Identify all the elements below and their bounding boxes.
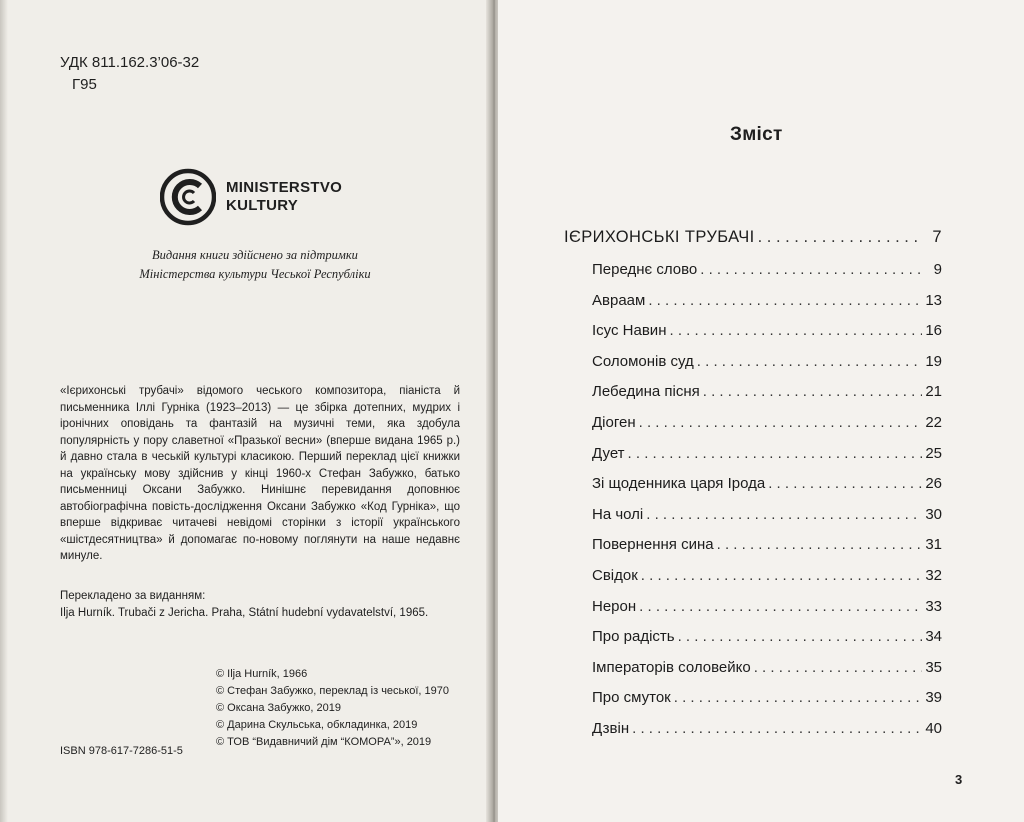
toc-entry-label: Про смуток (592, 689, 671, 707)
toc-entry-page: 21 (925, 383, 942, 401)
toc-entry (566, 628, 942, 659)
copyright-line: © Дарина Скульська, обкладинка, 2019 (216, 719, 418, 731)
toc-entry-page: 13 (925, 291, 942, 309)
toc-leader-dots (646, 506, 922, 523)
toc-entry (566, 383, 942, 414)
toc-entry-label: Діоген (592, 413, 636, 431)
toc-entry-label: Повернення сина (592, 536, 714, 554)
toc-entry-page: 35 (925, 658, 942, 676)
toc-entry (566, 292, 942, 323)
toc-leader-dots (703, 383, 923, 400)
isbn: ISBN 978-617-7286-51-5 (60, 745, 183, 757)
page-number: 3 (955, 772, 963, 787)
toc-leader-dots (641, 567, 923, 584)
toc-entry (566, 536, 942, 567)
toc-entry-page: 22 (925, 413, 942, 431)
toc-entry-label: Соломонів суд (592, 352, 694, 370)
toc-leader-dots (669, 322, 922, 339)
ministry-logo-text: MINISTERSTVO KULTURY (226, 179, 343, 214)
toc-entry-page: 34 (925, 628, 942, 646)
toc-leader-dots (758, 228, 923, 247)
toc-entry (566, 567, 942, 598)
toc-entry-label: Переднє слово (592, 261, 698, 278)
toc-entry-page: 31 (925, 536, 942, 554)
toc-entry-label: Дует (592, 444, 625, 462)
toc-entry-label: Про радість (592, 628, 675, 646)
toc-entry (566, 445, 942, 476)
copyright-line: © Оксана Забужко, 2019 (216, 702, 341, 714)
ministry-logo-icon (160, 167, 216, 227)
copyright-line: © Стефан Забужко, переклад із чеської, 1970 (216, 685, 449, 697)
toc-entry (566, 353, 942, 384)
support-note: Видання книги здійснено за підтримки Міністерства культури Чеської Республіки (139, 248, 371, 281)
toc-entry (566, 414, 942, 445)
author-code: Г95 (72, 76, 97, 93)
toc-entry-page: 25 (925, 444, 942, 462)
toc-leader-dots (632, 720, 922, 737)
toc-entry-page: 32 (925, 566, 942, 584)
toc-entry (566, 261, 942, 292)
toc-entry-page: 7 (932, 228, 942, 246)
toc-leader-dots (628, 445, 923, 462)
toc-entry-label: Ісус Навин (592, 322, 667, 340)
toc-entry-page: 16 (925, 322, 942, 340)
toc-entry-label: Авраам (592, 291, 646, 309)
toc-entry-label: На чолі (592, 505, 644, 523)
ministry-logo (160, 167, 360, 237)
translation-source-label: Перекладено за виданням: (60, 590, 206, 602)
toc-entry (566, 598, 942, 629)
toc-entry (564, 228, 942, 261)
toc-entry-page: 33 (925, 597, 942, 615)
toc-entry-page: 26 (925, 475, 942, 493)
toc-entry-page: 9 (933, 261, 942, 278)
toc-leader-dots (648, 292, 922, 309)
copyright-list (216, 666, 476, 751)
toc-leader-dots (674, 689, 923, 706)
left-page (0, 0, 490, 822)
toc-entry-label: Імператорів соловейко (592, 658, 751, 676)
toc-entry-label: Зі щоденника царя Ірода (592, 475, 766, 493)
toc-entry (566, 659, 942, 690)
udk-block (60, 52, 199, 96)
page-edge-shadow (0, 0, 8, 822)
book-annotation: «Ієрихонські трубачі» відомого чеського композитора, піаніста й письменника Іллі Гурніка (1923–2013) — це збірка дотепних, мудрих і іронічних оповідань та фантазій на музичні теми, яка здобула популярність у пору славетної «Празької весни» (вперше видана 1965 р.) й давно стала в чеській культурі класикою. Перший переклад цієї книжки на українську мову здійснив у кінці 1960-х Стефан Забужко, батько письменниці Оксани Забужко. Нинішнє перевидання доповнює автобіографічна повість-дослідження Оксани Забужко «Код Гурніка», що вперше відкриває читачеві невідомі сторінки з історії українського «шістдесятництва» й допомагає по-новому поглянути на наше недавнє минуле. (60, 385, 460, 562)
toc-entry-label: Нерон (592, 597, 637, 615)
toc-entry-page: 30 (925, 505, 942, 523)
toc-entry (566, 720, 942, 751)
udk-code: УДК 811.162.3’06-32 (60, 54, 200, 71)
toc-entry (566, 475, 942, 506)
toc-entry-page: 19 (925, 352, 942, 370)
toc-leader-dots (697, 353, 923, 370)
toc-entry-label: Лебедина пісня (592, 383, 700, 401)
toc-title: Зміст (730, 124, 783, 145)
translation-source-text: Ilja Hurník. Trubači z Jericha. Praha, Státní hudební vydavatelství, 1965. (60, 606, 429, 619)
toc-entry-page: 39 (925, 689, 942, 707)
toc-entry (566, 322, 942, 353)
toc-leader-dots (639, 414, 923, 431)
copyright-line: © Ilja Hurník, 1966 (216, 668, 308, 680)
toc-leader-dots (700, 261, 923, 278)
toc-leader-dots (754, 659, 923, 676)
table-of-contents (566, 228, 942, 751)
toc-entry-label: Свідок (592, 566, 638, 584)
toc-leader-dots (717, 536, 923, 553)
toc-leader-dots (639, 598, 922, 615)
toc-entry-label: Дзвін (592, 719, 630, 737)
translation-source (60, 588, 470, 621)
toc-entry (566, 506, 942, 537)
toc-entry-page: 40 (925, 719, 942, 737)
toc-leader-dots (678, 628, 923, 645)
toc-entry (566, 689, 942, 720)
copyright-line: © ТОВ “Видавничий дім “КОМОРА”», 2019 (216, 736, 432, 748)
toc-leader-dots (768, 475, 922, 492)
toc-entry-label: ІЄРИХОНСЬКІ ТРУБАЧІ (564, 228, 755, 246)
